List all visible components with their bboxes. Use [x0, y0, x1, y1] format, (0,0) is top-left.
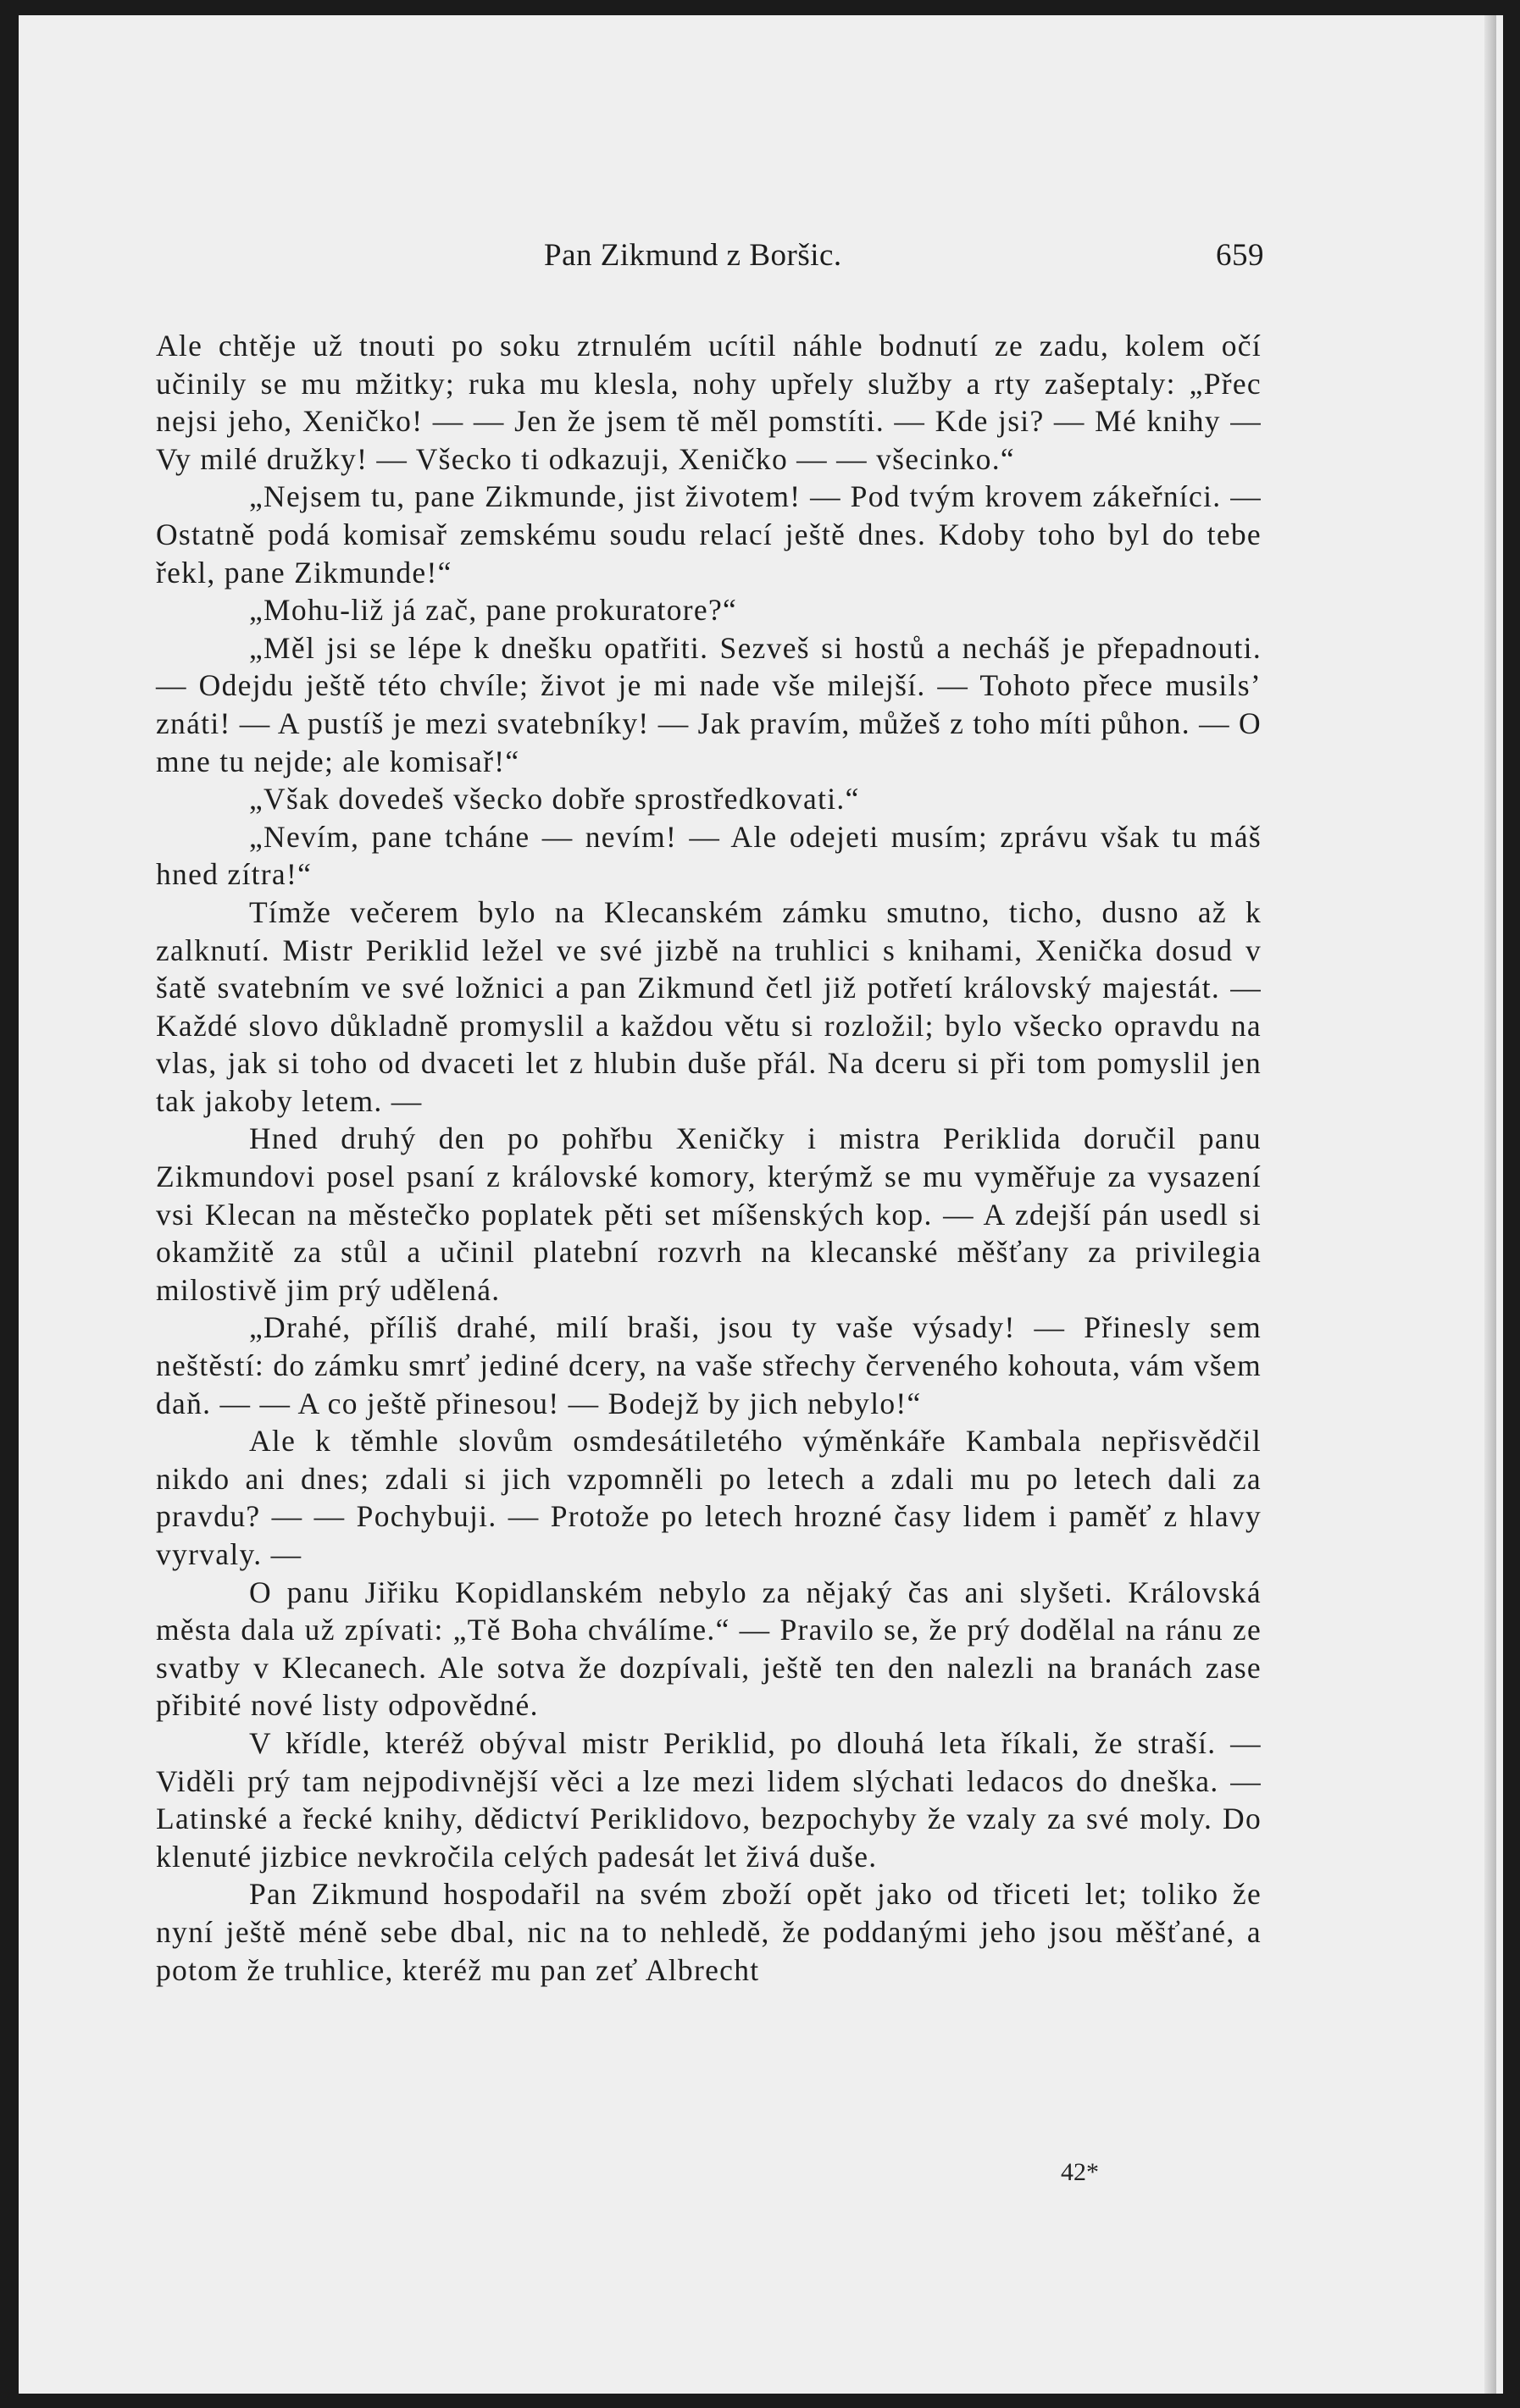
paragraph: Tímže večerem bylo na Klecanském zámku smutno, ticho, dusno až k zalknutí. Mistr Periklid ležel ve své jizbě na truhlici s knihami, Xenička dosud v šatě svatebním ve své ložnici a pan Zikmund četl již potřetí královský majestát. — Každé slovo důkladně promyslil a každou větu si rozložil; bylo všecko opravdu na vlas, jak si toho od dvaceti let z hlubin duše přál. Na dceru si při tom pomyslil jen tak jakoby letem. —: [156, 894, 1262, 1118]
paragraph: Pan Zikmund hospodařil na svém zboží opět jako od třiceti let; toliko že nyní ještě méně sebe dbal, nic na to nehledě, že poddanými jeho jsou měšťané, a potom že truhlice, kteréž mu pan zeť Albrecht: [156, 1877, 1262, 1987]
paragraph: „Nevím, pane tcháne — nevím! — Ale odejeti musím; zprávu však tu máš hned zítra!“: [156, 819, 1262, 892]
page-edge: [1484, 15, 1496, 2394]
paragraph: „Mohu-liž já zač, pane prokuratore?“: [249, 593, 738, 628]
paragraph: Hned druhý den po pohřbu Xeničky i mistra Periklida doručil panu Zikmundovi posel psaní z královské komory, kterýmž se mu vyměřuje za vysazení vsi Klecan na městečko poplatek pěti set míšenských kop. — A zdejší pán usedl si okamžitě za stůl a učinil platební rozvrh na klecanské měšťany za privilegia milostivě jim prý udělená.: [156, 1121, 1262, 1307]
paragraph: Ale chtěje už tnouti po soku ztrnulém ucítil náhle bodnutí ze zadu, kolem očí učinily se mu mžitky; ruka mu klesla, nohy upřely služby a rty zašeptaly: „Přec nejsi jeho, Xeničko! — — Jen že jsem tě měl pomstíti. — Kde jsi? — Mé knihy — Vy milé družky! — Všecko ti odkazuji, Xeničko — — všecinko.“: [156, 329, 1262, 476]
paragraph: V křídle, kteréž obýval mistr Periklid, po dlouhá leta říkali, že straší. — Viděli prý tam nejpodivnější věci a lze mezi lidem slýchati ledacos do dneška. — Latinské a řecké knihy, dědictví Periklidovo, bezpochyby že vzaly za své moly. Do klenuté jizbice nevkročila celých padesát let živá duše.: [156, 1725, 1262, 1874]
running-title: Pan Zikmund z Boršic.: [544, 238, 842, 273]
book-page: [19, 15, 1503, 2394]
paragraph: „Měl jsi se lépe k dnešku opatřiti. Sezveš si hostů a necháš je přepadnouti. — Odejdu ještě této chvíle; život je mi nade vše milejší. — Tohoto přece musils’ znáti! — A pustíš je mezi svatebníky! — Jak pravím, můžeš z toho míti půhon. — O mne tu nejde; ale komisař!“: [156, 630, 1262, 778]
signature-mark: 42*: [1061, 2158, 1099, 2186]
body-text: [156, 327, 1262, 1989]
paragraph: „Drahé, příliš drahé, milí braši, jsou ty vaše výsady! — Přinesly sem neštěstí: do zámku smrť jediné dcery, na vaše střechy červeného kohouta, vám všem daň. — — A co ještě přinesou! — Bodejž by jich nebylo!“: [156, 1310, 1262, 1420]
paragraph: „Nejsem tu, pane Zikmunde, jist životem! — Pod tvým krovem zákeřníci. — Ostatně podá komisař zemskému soudu relací ještě dnes. Kdoby toho byl do tebe řekl, pane Zikmunde!“: [156, 479, 1262, 590]
paragraph: O panu Jiřiku Kopidlanském nebylo za nějaký čas ani slyšeti. Královská města dala už zpívati: „Tě Boha chválíme.“ — Pravilo se, že prý dodělal na ránu ze svatby v Klecanech. Ale sotva že dozpívali, ještě ten den nalezli na branách zase přibité nové listy odpovědné.: [156, 1575, 1262, 1723]
paragraph: Ale k těmhle slovům osmdesátiletého výměnkáře Kambala nepřisvědčil nikdo ani dnes; zdali si jich vzpomněli po letech a zdali mu po letech dali za pravdu? — — Pochybuji. — Protože po letech hrozné časy lidem i paměť z hlavy vyrvaly. —: [156, 1424, 1262, 1571]
page-number: 659: [1216, 238, 1264, 273]
paragraph: „Však dovedeš všecko dobře sprostředkovati.“: [249, 782, 860, 817]
